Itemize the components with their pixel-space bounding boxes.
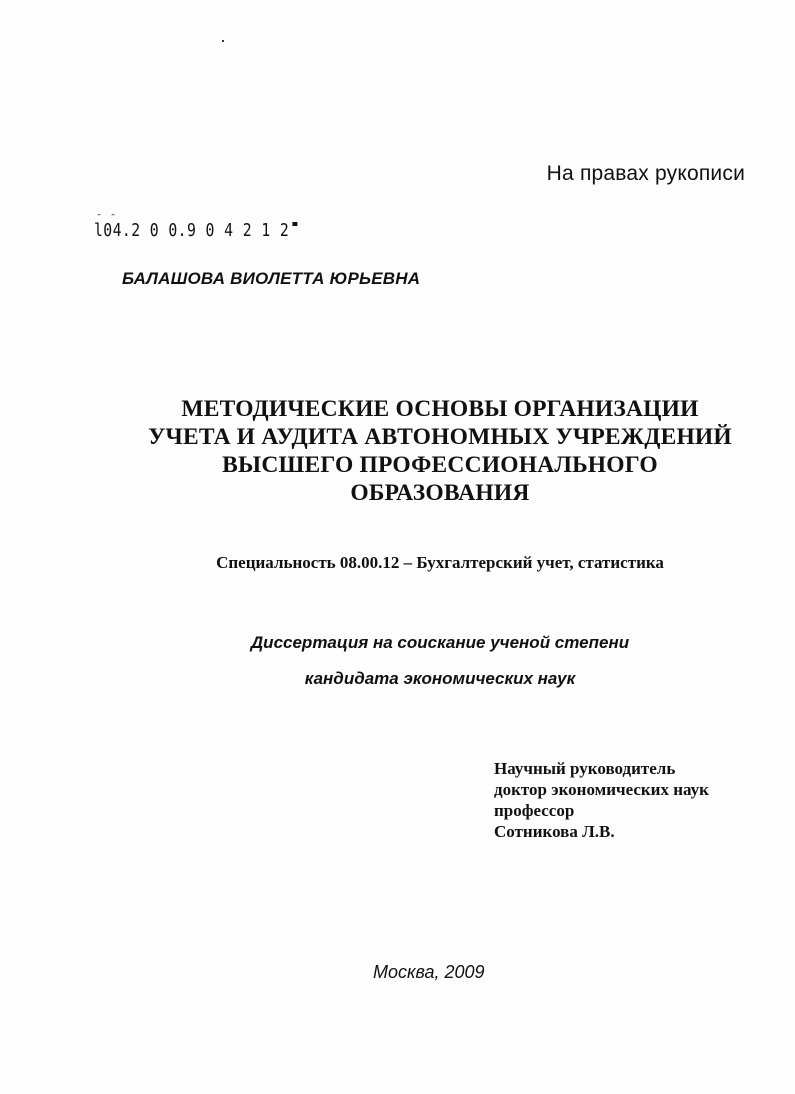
registry-code-prefix: l <box>94 220 104 241</box>
title-line: УЧЕТА И АУДИТА АВТОНОМНЫХ УЧРЕЖДЕНИЙ <box>148 424 732 450</box>
advisor-name: Сотникова Л.В. <box>494 822 615 841</box>
degree-line-1: Диссертация на соискание ученой степени <box>250 633 630 652</box>
title-line: МЕТОДИЧЕСКИЕ ОСНОВЫ ОРГАНИЗАЦИИ <box>181 396 699 422</box>
city-year: Москва, 2009 <box>373 962 485 982</box>
registry-code <box>94 220 297 241</box>
advisor-role: Научный руководитель <box>494 759 676 778</box>
title-line: ОБРАЗОВАНИЯ <box>350 480 530 506</box>
title-line: ВЫСШЕГО ПРОФЕССИОНАЛЬНОГО <box>222 452 658 478</box>
advisor-block <box>494 758 709 842</box>
registry-code-value: 04.2 0 0.9 0 4 2 1 2 <box>103 220 290 241</box>
advisor-degree: доктор экономических наук <box>494 780 709 799</box>
author-name: БАЛАШОВА ВИОЛЕТТА ЮРЬЕВНА <box>122 269 421 288</box>
degree-line-2: кандидата экономических наук <box>304 669 576 688</box>
registry-code-dash <box>293 222 298 226</box>
scan-speck <box>222 40 224 42</box>
registry-code-marks: ˉ ˉ <box>96 214 118 225</box>
specialty-line: Специальность 08.00.12 – Бухгалтерский учет, статистика <box>216 553 664 572</box>
rights-note: На правах рукописи <box>546 162 745 185</box>
dissertation-title <box>60 395 795 507</box>
advisor-rank: профессор <box>494 801 575 820</box>
